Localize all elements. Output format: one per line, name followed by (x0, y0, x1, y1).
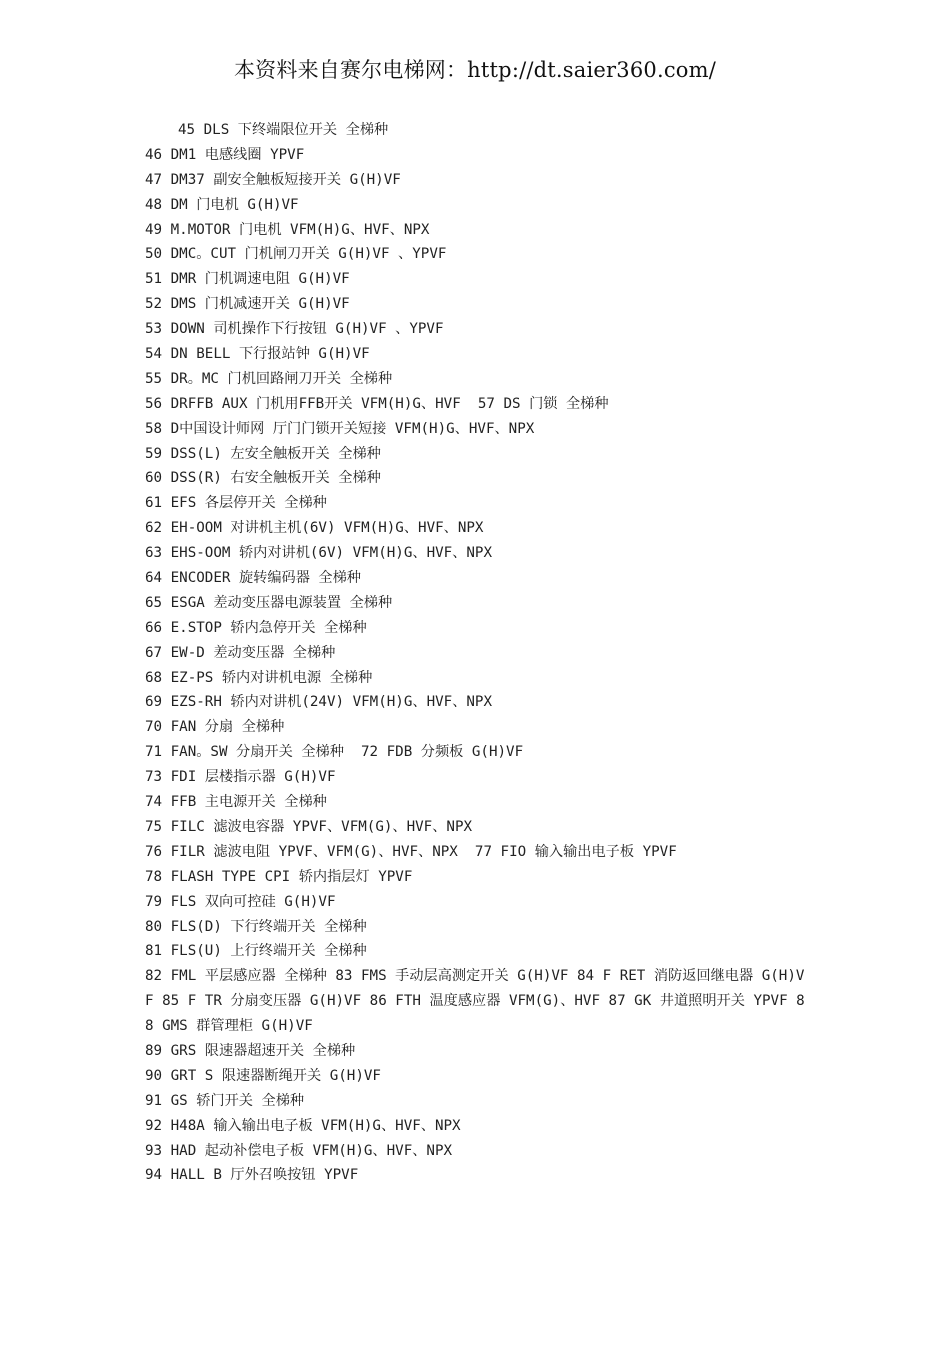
list-item: 91 GS 轿门开关 全梯种 (145, 1092, 305, 1109)
list-item: 61 EFS 各层停开关 全梯种 (145, 495, 327, 512)
list-item: 78 FLASH TYPE CPI 轿内指层灯 YPVF (145, 868, 413, 885)
list-item: 75 FILC 滤波电容器 YPVF、VFM(G)、HVF、NPX (145, 818, 473, 835)
list-item: 50 DMC。CUT 门机闸刀开关 G(H)VF 、YPVF (145, 246, 447, 263)
list-item: 63 EHS-OOM 轿内对讲机(6V) VFM(H)G、HVF、NPX (145, 545, 493, 562)
list-item: 69 EZS-RH 轿内对讲机(24V) VFM(H)G、HVF、NPX (145, 694, 493, 711)
list-item: 92 H48A 输入输出电子板 VFM(H)G、HVF、NPX (145, 1117, 461, 1134)
list-item: 51 DMR 门机调速电阻 G(H)VF (145, 271, 350, 288)
list-item: 46 DM1 电感线圈 YPVF (145, 146, 305, 163)
list-item: 79 FLS 双向可控硅 G(H)VF (145, 893, 336, 910)
list-item: 68 EZ-PS 轿内对讲机电源 全梯种 (145, 669, 373, 686)
list-item: 67 EW-D 差动变压器 全梯种 (145, 644, 336, 661)
list-item: 90 GRT S 限速器断绳开关 G(H)VF (145, 1067, 381, 1084)
list-item: 58 D中国设计师网 厅门门锁开关短接 VFM(H)G、HVF、NPX (145, 420, 535, 437)
list-item: 74 FFB 主电源开关 全梯种 (145, 794, 327, 811)
entry-list (145, 118, 815, 1188)
list-item: 49 M.MOTOR 门电机 VFM(H)G、HVF、NPX (145, 221, 430, 238)
list-item: 65 ESGA 差动变压器电源装置 全梯种 (145, 594, 393, 611)
list-item: 66 E.STOP 轿内急停开关 全梯种 (145, 619, 367, 636)
list-item: 59 DSS(L) 左安全触板开关 全梯种 (145, 445, 381, 462)
list-item: 64 ENCODER 旋转编码器 全梯种 (145, 570, 361, 587)
list-item: 45 DLS 下终端限位开关 全梯种 (178, 122, 389, 138)
list-item: 80 FLS(D) 下行终端开关 全梯种 (145, 918, 367, 935)
list-item: 48 DM 门电机 G(H)VF (145, 196, 299, 213)
list-item: 56 DRFFB AUX 门机用FFB开关 VFM(H)G、HVF 57 DS 门锁 全梯种 (145, 395, 609, 412)
list-item: 76 FILR 滤波电阻 YPVF、VFM(G)、HVF、NPX 77 FIO 输入输出电子板 YPVF (145, 843, 677, 860)
list-paragraph: 82 FML 平层感应器 全梯种 83 FMS 手动层高测定开关 G(H)VF 84 F RET 消防返回继电器 G(H)VF 85 F TR 分扇变压器 G(H)VF 86 FTH 温度感应器 VFM(G)、HVF 87 GK 井道照明开关 YPVF 88 GMS 群管理柜 G(H)VF (145, 968, 805, 1035)
list-item: 53 DOWN 司机操作下行按钮 G(H)VF 、YPVF (145, 321, 444, 338)
list-item: 93 HAD 起动补偿电子板 VFM(H)G、HVF、NPX (145, 1142, 453, 1159)
list-item: 55 DR。MC 门机回路闸刀开关 全梯种 (145, 370, 393, 387)
list-item: 52 DMS 门机减速开关 G(H)VF (145, 296, 350, 313)
list-item: 89 GRS 限速器超速开关 全梯种 (145, 1043, 356, 1059)
list-item: 47 DM37 副安全触板短接开关 G(H)VF (145, 171, 401, 188)
list-item: 73 FDI 层楼指示器 G(H)VF (145, 769, 336, 786)
list-item: 60 DSS(R) 右安全触板开关 全梯种 (145, 470, 381, 487)
list-item: 71 FAN。SW 分扇开关 全梯种 72 FDB 分频板 G(H)VF (145, 744, 524, 761)
source-header: 本资料来自赛尔电梯网：http://dt.saier360.com/ (233, 58, 717, 82)
list-item: 62 EH-OOM 对讲机主机(6V) VFM(H)G、HVF、NPX (145, 520, 484, 537)
list-item: 94 HALL B 厅外召唤按钮 YPVF (145, 1167, 359, 1184)
list-item: 81 FLS(U) 上行终端开关 全梯种 (145, 943, 367, 960)
list-item: 70 FAN 分扇 全梯种 (145, 719, 285, 736)
list-item: 54 DN BELL 下行报站钟 G(H)VF (145, 346, 370, 363)
